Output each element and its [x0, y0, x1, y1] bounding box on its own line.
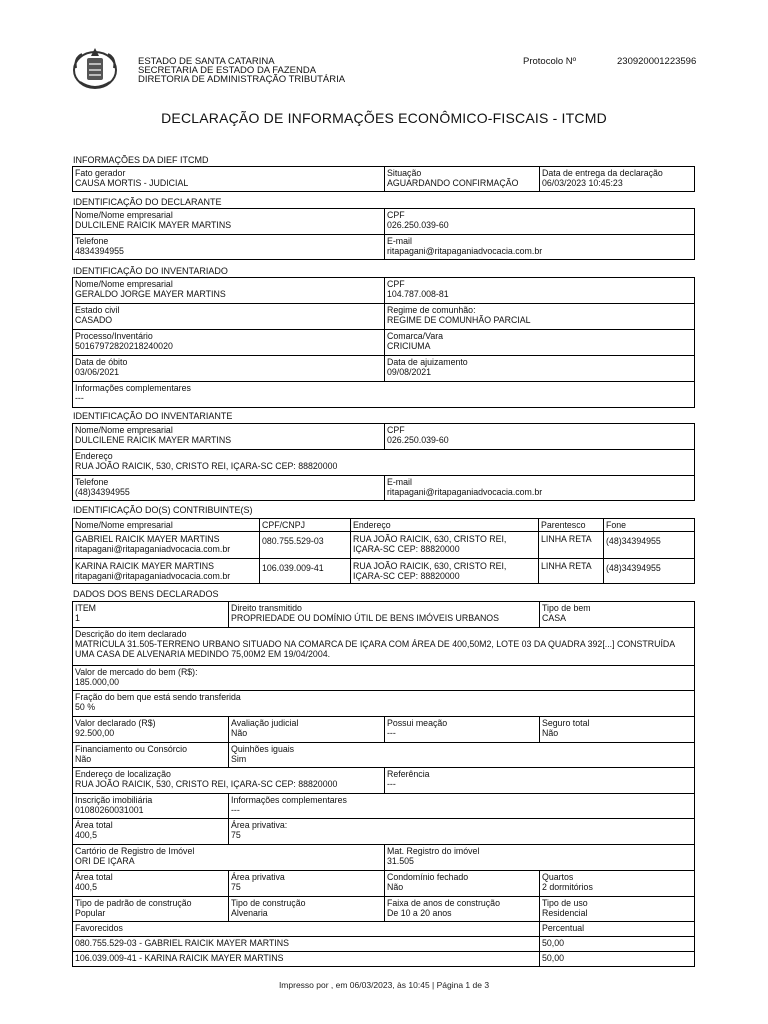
document-title: DECLARAÇÃO DE INFORMAÇÕES ECONÔMICO-FISCAIS - ITCMD — [161, 110, 607, 126]
section-bens: DADOS DOS BENS DECLARADOS — [73, 589, 219, 599]
declarante-cpf-cell: CPF 026.250.039-60 — [387, 210, 449, 231]
inventariante-email-cell: E-mail ritapagani@ritapaganiadvocacia.com.br — [387, 477, 543, 498]
area-total-cell: Área total 400,5 — [75, 820, 113, 841]
inventariante-endereco-cell: Endereço RUA JOÃO RAICIK, 530, CRISTO REI, IÇARA-SC CEP: 88820000 — [75, 451, 338, 472]
page-footer: Impresso por , em 06/03/2023, às 10:45 | Página 1 de 3 — [278, 980, 490, 990]
quinhoes-cell: Quinhões iguais Sim — [231, 744, 295, 765]
contribuinte-cpf: 080.755.529-03 — [262, 536, 324, 546]
tipo-construcao-cell: Tipo de construção Alvenaria — [231, 898, 306, 919]
contribuinte-parentesco: LINHA RETA — [541, 561, 592, 571]
percentual-header: Percentual — [542, 923, 585, 933]
section-inventariante: IDENTIFICAÇÃO DO INVENTARIANTE — [73, 411, 233, 421]
condominio-cell: Condomínio fechado Não — [387, 872, 469, 893]
contribuinte-endereco: RUA JOÃO RAICIK, 630, CRISTO REI, IÇARA-SC CEP: 88820000 — [353, 534, 507, 555]
valor-mercado-cell: Valor de mercado do bem (R$): 185.000,00 — [75, 667, 198, 688]
list-item: 080.755.529-03 - GABRIEL RAICIK MAYER MARTINS — [75, 938, 289, 948]
favorecido-percentual: 50,00 — [542, 938, 565, 948]
protocol-label: Protocolo Nº — [523, 56, 577, 67]
valor-declarado-cell: Valor declarado (R$) 92.500,00 — [75, 718, 156, 739]
faixa-anos-cell: Faixa de anos de construção De 10 a 20 anos — [387, 898, 500, 919]
list-item: 106.039.009-41 - KARINA RAICIK MAYER MARTINS — [75, 953, 284, 963]
declarante-telefone-cell: Telefone 4834394955 — [75, 236, 124, 257]
area-total-2-cell: Área total 400,5 — [75, 872, 113, 893]
section-declarante: IDENTIFICAÇÃO DO DECLARANTE — [73, 197, 222, 207]
contribuinte-cpf: 106.039.009-41 — [262, 563, 324, 573]
possui-meacao-cell: Possui meação --- — [387, 718, 448, 739]
direito-transmitido-cell: Direito transmitido PROPRIEDADE OU DOMÍNIO ÚTIL DE BENS IMÓVEIS URBANOS — [231, 603, 500, 624]
contribuinte-fone: (48)34394955 — [606, 536, 661, 546]
state-coat-of-arms-icon — [72, 44, 118, 92]
entrega-cell: Data de entrega da declaração 06/03/2023 10:45:23 — [542, 168, 663, 189]
table-row: KARINA RAICIK MAYER MARTINS ritapagani@ritapaganiadvocacia.com.br — [75, 561, 231, 582]
cartorio-cell: Cartório de Registro de Imóvel ORI DE IÇARA — [75, 846, 195, 867]
section-inventariado: IDENTIFICAÇÃO DO INVENTARIADO — [73, 266, 228, 276]
col-header-fone: Fone — [606, 520, 627, 530]
fato-gerador-cell: Fato gerador CAUSA MORTIS - JUDICIAL — [75, 168, 189, 189]
referencia-cell: Referência --- — [387, 769, 430, 790]
comarca-cell: Comarca/Vara CRICIUMA — [387, 331, 444, 352]
area-privativa-2-cell: Área privativa 75 — [231, 872, 285, 893]
favorecido-percentual: 50,00 — [542, 953, 565, 963]
area-privativa-cell: Área privativa: 75 — [231, 820, 288, 841]
fracao-cell: Fração do bem que está sendo transferida 50 % — [75, 692, 241, 713]
tipo-uso-cell: Tipo de uso Residencial — [542, 898, 588, 919]
inventariado-nome-cell: Nome/Nome empresarial GERALDO JORGE MAYER MARTINS — [75, 279, 226, 300]
estado-civil-cell: Estado civil CASADO — [75, 305, 120, 326]
section-dief: INFORMAÇÕES DA DIEF ITCMD — [73, 155, 209, 165]
endereco-localizacao-cell: Endereço de localização RUA JOÃO RAICIK, 530, CRISTO REI, IÇARA-SC CEP: 88820000 — [75, 769, 338, 790]
declarante-email-cell: E-mail ritapagani@ritapaganiadvocacia.com.br — [387, 236, 543, 257]
org-line-2: SECRETARIA DE ESTADO DA FAZENDA — [138, 65, 317, 76]
col-header-nome: Nome/Nome empresarial — [75, 520, 173, 530]
contribuinte-fone: (48)34394955 — [606, 563, 661, 573]
regime-comunhao-cell: Regime de comunhão: REGIME DE COMUNHÃO PARCIAL — [387, 305, 531, 326]
inscricao-cell: Inscrição imobiliária 01080260031001 — [75, 795, 153, 816]
avaliacao-judicial-cell: Avaliação judicial Não — [231, 718, 299, 739]
seguro-total-cell: Seguro total Não — [542, 718, 590, 739]
data-ajuizamento-cell: Data de ajuizamento 09/08/2021 — [387, 357, 468, 378]
item-cell: ITEM 1 — [75, 603, 97, 624]
quartos-cell: Quartos 2 dormitórios — [542, 872, 593, 893]
info-complementares-cell: Informações complementares --- — [75, 383, 191, 404]
favorecidos-header: Favorecidos — [75, 923, 123, 933]
contribuinte-parentesco: LINHA RETA — [541, 534, 592, 544]
situacao-cell: Situação AGUARDANDO CONFIRMAÇÃO — [387, 168, 519, 189]
section-contribuintes: IDENTIFICAÇÃO DO(S) CONTRIBUINTE(S) — [73, 505, 253, 515]
col-header-cpf: CPF/CNPJ — [262, 520, 306, 530]
info-comp-bem-cell: Informações complementares --- — [231, 795, 347, 816]
table-row: GABRIEL RAICIK MAYER MARTINS ritapagani@ritapaganiadvocacia.com.br — [75, 534, 231, 555]
inventariado-cpf-cell: CPF 104.787.008-81 — [387, 279, 449, 300]
protocol-value: 230920001223596 — [617, 56, 697, 67]
inventariante-nome-cell: Nome/Nome empresarial DULCILENE RAICIK MAYER MARTINS — [75, 425, 232, 446]
financiamento-cell: Financiamento ou Consórcio Não — [75, 744, 187, 765]
col-header-endereco: Endereço — [353, 520, 391, 530]
padrao-construcao-cell: Tipo de padrão de construção Popular — [75, 898, 192, 919]
descricao-cell: Descrição do item declarado MATRICULA 31.505-TERRENO URBANO SITUADO NA COMARCA DE IÇARA COM ÁREA DE 400,50M2, LOTE 03 DA QUADRA 392[...] CONSTRUÍDA UMA CASA DE ALVENARIA MEDINDO 75,00M2 EM 19/04/2004. — [75, 629, 676, 660]
org-line-3: DIRETORIA DE ADMINISTRAÇÃO TRIBUTÁRIA — [138, 74, 346, 85]
inventariante-telefone-cell: Telefone (48)34394955 — [75, 477, 130, 498]
mat-registro-cell: Mat. Registro do imóvel 31.505 — [387, 846, 480, 867]
declarante-nome-cell: Nome/Nome empresarial DULCILENE RAICIK MAYER MARTINS — [75, 210, 232, 231]
contribuinte-endereco: RUA JOÃO RAICIK, 630, CRISTO REI, IÇARA-SC CEP: 88820000 — [353, 561, 507, 582]
inventariante-cpf-cell: CPF 026.250.039-60 — [387, 425, 449, 446]
data-obito-cell: Data de óbito 03/06/2021 — [75, 357, 128, 378]
col-header-parentesco: Parentesco — [541, 520, 586, 530]
processo-cell: Processo/Inventário 50167972820218240020 — [75, 331, 173, 352]
org-line-1: ESTADO DE SANTA CATARINA — [138, 56, 275, 67]
tipo-bem-cell: Tipo de bem CASA — [542, 603, 591, 624]
